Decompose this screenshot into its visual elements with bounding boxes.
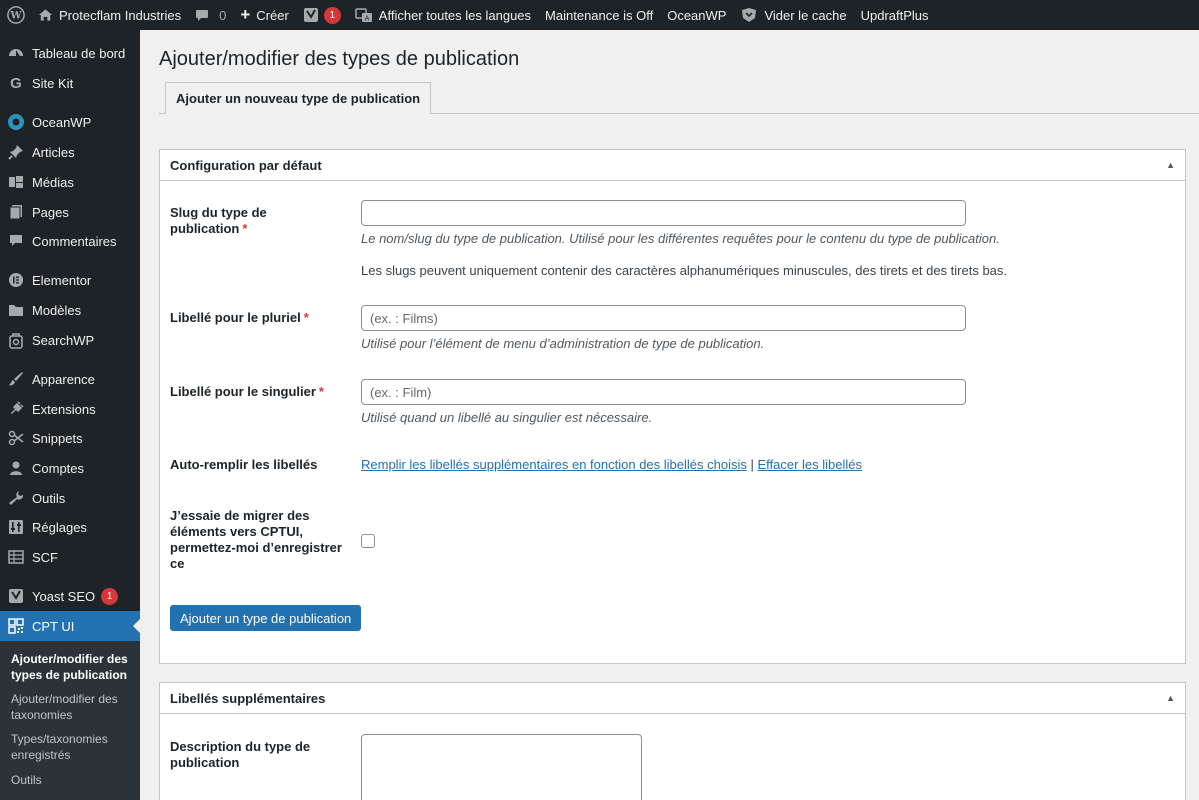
required-marker: * xyxy=(303,310,309,325)
sidebar-item-label: CPT UI xyxy=(32,618,75,634)
singular-description: Utilisé quand un libellé au singulier est nécessaire. xyxy=(361,410,653,425)
sidebar-item-outils[interactable] xyxy=(0,483,140,513)
maintenance-label: Maintenance is Off xyxy=(545,7,654,23)
sidebar-item-reglages[interactable] xyxy=(0,512,140,542)
clear-labels-link[interactable]: Effacer les libellés xyxy=(757,457,863,472)
comment-bubble-icon xyxy=(195,9,209,22)
wrench-icon xyxy=(6,488,26,508)
oceanwp-link[interactable] xyxy=(660,0,733,30)
sidebar-item-yoast-seo[interactable] xyxy=(0,581,140,611)
singular-label-text: Libellé pour le singulier xyxy=(170,384,316,399)
migrate-label: J’essaie de migrer des éléments vers CPTUI, permettez-moi d’enregistrer ce xyxy=(170,508,342,571)
plural-label xyxy=(170,310,345,326)
singular-input[interactable] xyxy=(361,379,966,405)
plugin-icon xyxy=(6,399,26,419)
site-name-link[interactable] xyxy=(31,0,188,30)
sidebar-item-elementor[interactable] xyxy=(0,265,140,295)
sidebar-item-label: Site Kit xyxy=(32,75,74,91)
main-content xyxy=(140,30,1199,800)
new-content-label: Créer xyxy=(256,7,289,23)
sidebar-item-label: SearchWP xyxy=(32,332,95,348)
folder-icon xyxy=(6,300,26,320)
yoast-sidebar-badge: 1 xyxy=(101,588,118,605)
sidebar-item-label: Médias xyxy=(32,174,74,190)
page-title: Ajouter/modifier des types de publication xyxy=(159,48,520,70)
autofill-label: Auto-remplir les libellés xyxy=(170,457,318,472)
media-icon xyxy=(6,172,26,192)
yoast-icon xyxy=(303,7,319,23)
home-icon xyxy=(38,8,53,22)
sidebar-item-label: SCF xyxy=(32,549,58,565)
yoast-icon xyxy=(6,586,26,606)
translate-icon xyxy=(355,8,373,23)
oceanwp-label: OceanWP xyxy=(667,7,727,23)
box-heading: Configuration par défaut xyxy=(170,157,322,173)
sidebar-item-label: Commentaires xyxy=(32,233,117,249)
singular-label xyxy=(170,384,345,400)
sidebar-item-label: Comptes xyxy=(32,460,85,476)
sidebar-item-extensions[interactable] xyxy=(0,394,140,424)
updraftplus-label: UpdraftPlus xyxy=(860,7,929,23)
comments-count: 0 xyxy=(219,7,227,23)
svg-text:A: A xyxy=(364,14,370,22)
default-settings-box xyxy=(159,149,1186,664)
settings-icon xyxy=(6,517,26,537)
google-icon: G xyxy=(10,74,22,92)
sidebar-item-comptes[interactable] xyxy=(0,453,140,483)
migrate-checkbox[interactable] xyxy=(361,534,375,548)
slug-label xyxy=(170,205,345,237)
cache-icon xyxy=(740,7,758,23)
admin-bar xyxy=(0,0,1199,30)
collapse-arrow-icon[interactable]: ▲ xyxy=(1166,160,1175,170)
sidebar-item-site-kit[interactable] xyxy=(0,68,140,98)
box-heading: Libellés supplémentaires xyxy=(170,690,326,706)
scissors-icon xyxy=(6,428,26,448)
default-settings-header[interactable] xyxy=(160,150,1185,181)
required-marker: * xyxy=(318,384,324,399)
sidebar-item-articles[interactable] xyxy=(0,137,140,167)
sidebar-item-label: Snippets xyxy=(32,430,83,446)
description-label: Description du type de publication xyxy=(170,739,311,770)
brush-icon xyxy=(6,369,26,389)
submenu-item-registered[interactable]: Types/taxonomies enregistrés xyxy=(11,732,108,762)
cpt-ui-submenu xyxy=(0,641,140,800)
submenu-item-tools[interactable]: Outils xyxy=(11,773,42,787)
sidebar-item-commentaires[interactable] xyxy=(0,226,140,256)
oceanwp-icon xyxy=(6,112,26,132)
plural-label-text: Libellé pour le pluriel xyxy=(170,310,301,325)
sidebar-item-label: OceanWP xyxy=(32,114,92,130)
cptui-icon xyxy=(6,616,26,636)
sidebar-item-label: Tableau de bord xyxy=(32,45,126,61)
searchwp-icon xyxy=(6,330,26,350)
plural-description: Utilisé pour l’élément de menu d’administration de type de publication. xyxy=(361,336,765,351)
languages-label: Afficher toutes les langues xyxy=(378,7,532,23)
autofill-links xyxy=(361,457,862,472)
sidebar-item-medias[interactable] xyxy=(0,167,140,197)
sidebar-item-apparence[interactable] xyxy=(0,364,140,394)
additional-labels-header[interactable] xyxy=(160,683,1185,714)
yoast-notification-badge: 1 xyxy=(324,7,341,24)
comment-icon xyxy=(6,231,26,251)
sidebar-item-label: Modèles xyxy=(32,302,82,318)
submenu-item-taxonomies[interactable]: Ajouter/modifier des taxonomies xyxy=(11,692,118,722)
wordpress-logo-icon[interactable] xyxy=(1,0,31,30)
link-separator: | xyxy=(746,457,758,472)
maintenance-link[interactable] xyxy=(538,0,660,30)
sidebar-item-label: Elementor xyxy=(32,272,92,288)
plus-icon: + xyxy=(240,5,251,24)
sidebar-item-label: Outils xyxy=(32,490,66,506)
sidebar-item-cpt-ui[interactable] xyxy=(0,611,140,641)
sidebar-item-pages[interactable] xyxy=(0,197,140,227)
autofill-labels-link[interactable]: Remplir les libellés supplémentaires en fonction des libellés choisis xyxy=(361,457,747,472)
yoast-menu[interactable] xyxy=(296,0,348,30)
user-icon xyxy=(6,458,26,478)
site-name: Protecflam Industries xyxy=(59,7,182,23)
tab-add-new-post-type[interactable]: Ajouter un nouveau type de publication xyxy=(165,82,431,114)
sidebar-item-label: Pages xyxy=(32,204,69,220)
sidebar-item-scf[interactable] xyxy=(0,542,140,572)
sidebar-item-snippets[interactable] xyxy=(0,423,140,453)
collapse-arrow-icon[interactable]: ▲ xyxy=(1166,693,1175,703)
pin-icon xyxy=(6,142,26,162)
sidebar-item-label: Apparence xyxy=(32,371,95,387)
slug-description: Le nom/slug du type de publication. Utilisé pour les différentes requêtes pour le contenu du type de publication. xyxy=(361,231,1000,246)
svg-text:W: W xyxy=(10,10,22,22)
clear-cache-link[interactable] xyxy=(733,0,853,30)
updraftplus-link[interactable] xyxy=(854,0,936,30)
add-post-type-button[interactable]: Ajouter un type de publication xyxy=(170,605,361,631)
slug-input[interactable] xyxy=(361,200,966,226)
pages-icon xyxy=(6,202,26,222)
elementor-icon xyxy=(6,270,26,290)
new-content-link[interactable] xyxy=(233,0,295,30)
comments-link[interactable] xyxy=(188,0,233,30)
sidebar-item-label: Yoast SEO xyxy=(32,588,96,604)
sidebar-item-label: Articles xyxy=(32,144,75,160)
sidebar-item-modeles[interactable] xyxy=(0,295,140,325)
description-textarea[interactable] xyxy=(361,734,642,800)
slug-label-text: Slug du type de publication xyxy=(170,205,267,236)
sidebar-item-label: Réglages xyxy=(32,519,87,535)
admin-sidebar xyxy=(0,30,140,800)
sidebar-item-dashboard[interactable] xyxy=(0,38,140,68)
sidebar-item-searchwp[interactable] xyxy=(0,325,140,355)
table-icon xyxy=(6,547,26,567)
submenu-item-post-types[interactable]: Ajouter/modifier des types de publication xyxy=(11,652,128,682)
languages-link[interactable] xyxy=(348,0,538,30)
slug-note: Les slugs peuvent uniquement contenir des caractères alphanumériques minuscules, des tirets et des tirets bas. xyxy=(361,263,1008,278)
sidebar-item-label: Extensions xyxy=(32,401,96,417)
clear-cache-label: Vider le cache xyxy=(764,7,847,23)
additional-labels-box xyxy=(159,682,1186,800)
plural-input[interactable] xyxy=(361,305,966,331)
required-marker: * xyxy=(242,221,248,236)
sidebar-item-oceanwp[interactable] xyxy=(0,107,140,137)
dashboard-icon xyxy=(6,43,26,63)
